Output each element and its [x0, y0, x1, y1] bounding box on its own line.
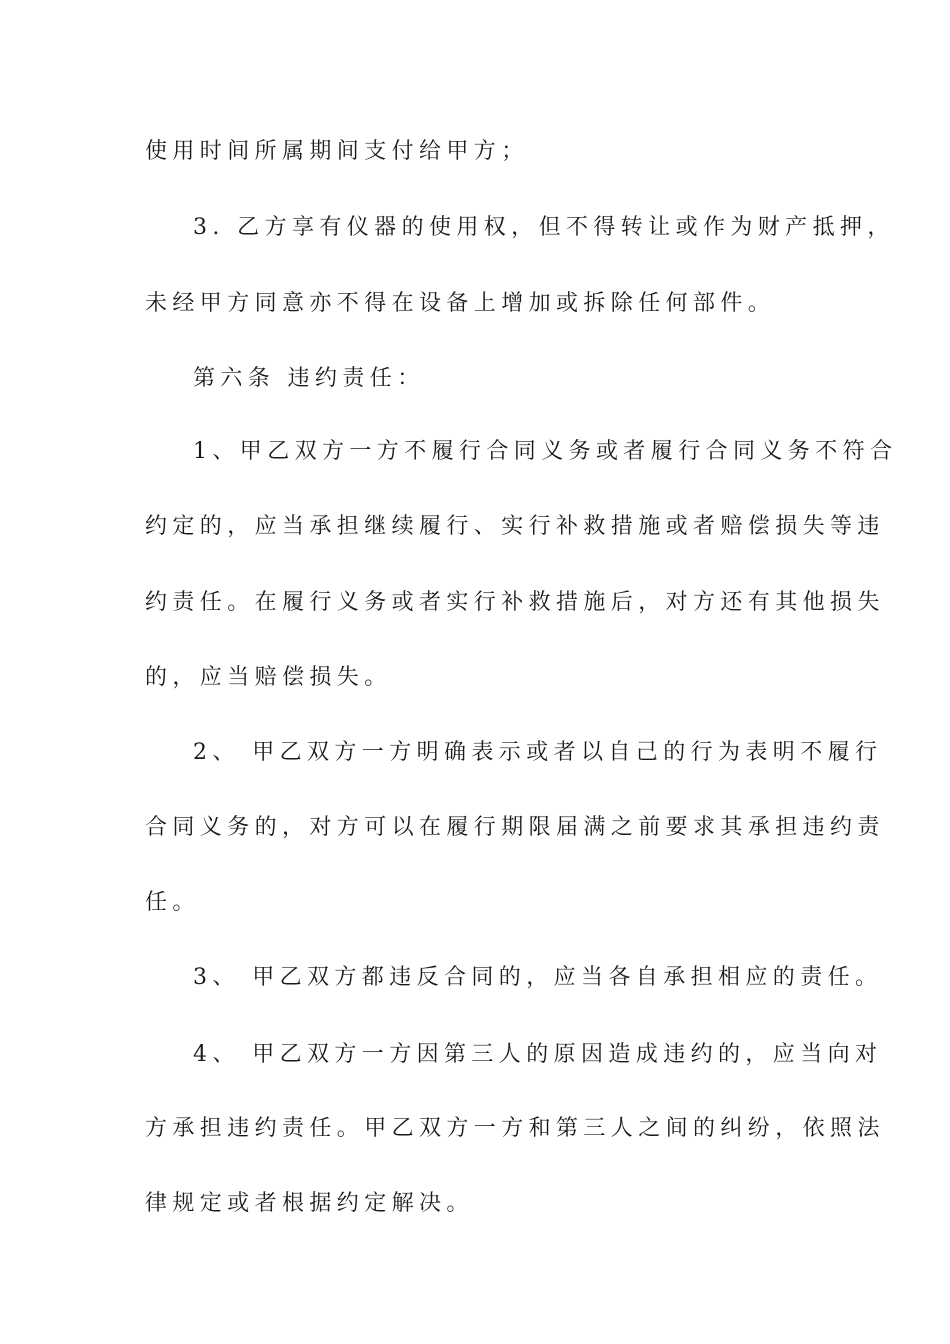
text-line: 约责任。在履行义务或者实行补救措施后，对方还有其他损失	[145, 590, 885, 615]
text-line: 4、 甲乙双方一方因第三人的原因造成违约的，应当向对	[193, 1042, 883, 1067]
text-line: 方承担违约责任。甲乙双方一方和第三人之间的纠纷，依照法	[145, 1116, 885, 1141]
text-line: 律规定或者根据约定解决。	[145, 1191, 474, 1216]
text-line: 约定的，应当承担继续履行、实行补救措施或者赔偿损失等违	[145, 514, 885, 539]
text-line: 未经甲方同意亦不得在设备上增加或拆除任何部件。	[145, 291, 776, 316]
text-line: 的，应当赔偿损失。	[145, 665, 392, 690]
text-line: 3. 乙方享有仪器的使用权，但不得转让或作为财产抵押，	[193, 215, 895, 240]
text-line: 任。	[145, 890, 200, 915]
text-line: 1、甲乙双方一方不履行合同义务或者履行合同义务不符合	[193, 439, 898, 464]
section-heading: 第六条 违约责任：	[193, 366, 425, 391]
text-line: 合同义务的，对方可以在履行期限届满之前要求其承担违约责	[145, 815, 885, 840]
text-line: 使用时间所属期间支付给甲方；	[145, 139, 529, 164]
text-line: 2、 甲乙双方一方明确表示或者以自己的行为表明不履行	[193, 740, 883, 765]
text-line: 3、 甲乙双方都违反合同的，应当各自承担相应的责任。	[193, 965, 883, 990]
